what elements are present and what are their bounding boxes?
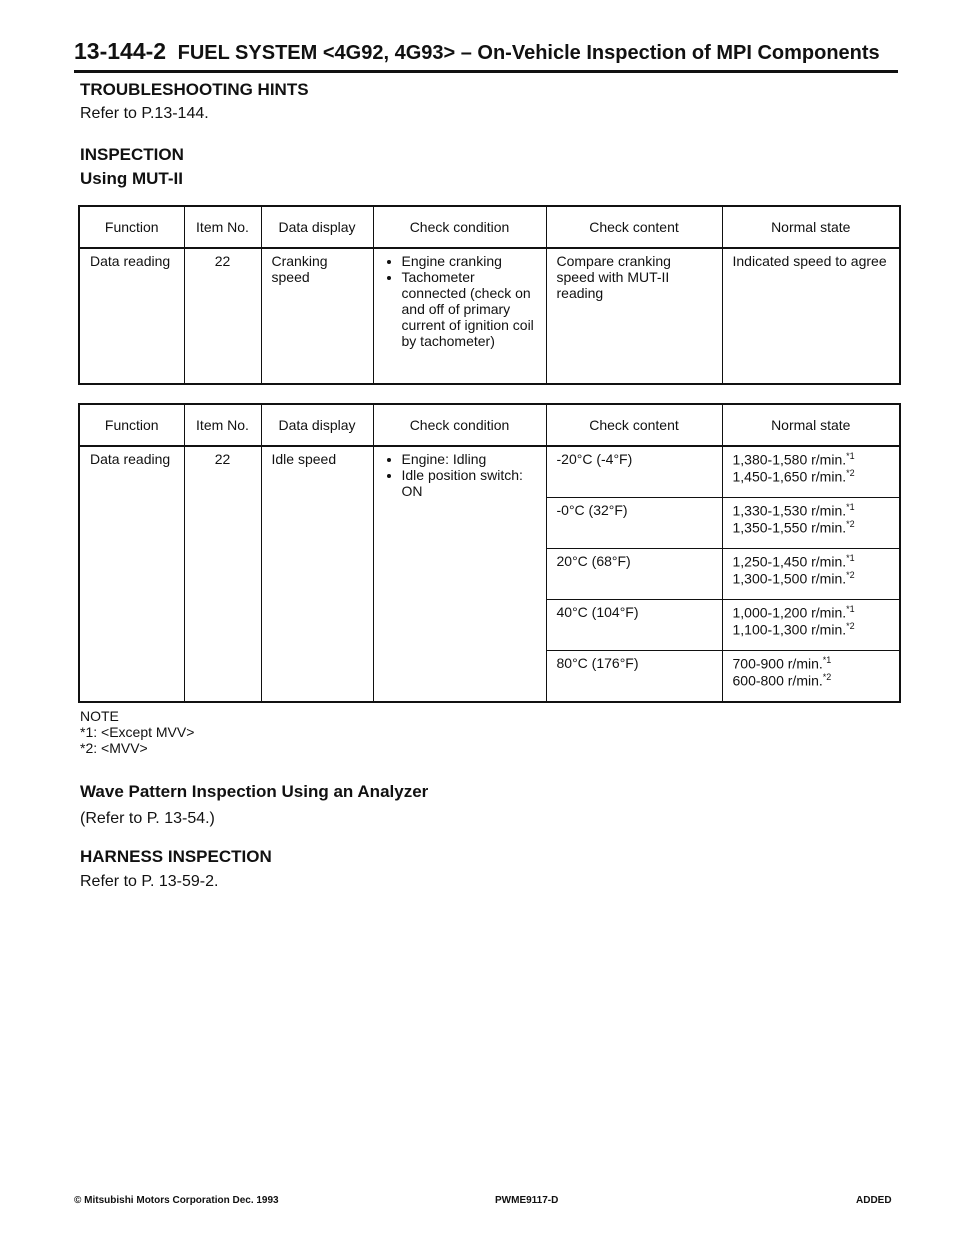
page-header <box>74 38 898 65</box>
header-data-display: Data display <box>261 206 373 248</box>
check-content-cell: Compare cranking speed with MUT-II reading <box>546 248 722 384</box>
normal-state-cell <box>722 650 900 702</box>
function-cell: Data reading <box>79 248 184 384</box>
cranking-speed-table <box>78 205 901 385</box>
note-line: *2: <MVV> <box>80 740 148 756</box>
header-check-content: Check content <box>546 404 722 446</box>
wave-pattern-text: (Refer to P. 13-54.) <box>80 810 215 827</box>
check-content-cell: 80°C (176°F) <box>546 650 722 702</box>
check-content-cell: -0°C (32°F) <box>546 498 722 549</box>
normal-state-cell <box>722 446 900 498</box>
troubleshooting-heading: TROUBLESHOOTING HINTS <box>80 80 309 99</box>
condition-item: • Idle position switch: ON <box>402 467 536 499</box>
check-condition-cell <box>373 248 546 384</box>
header-item-no: Item No. <box>184 404 261 446</box>
inspection-heading: INSPECTION <box>80 145 184 164</box>
normal-value: 600-800 r/min. <box>732 672 823 689</box>
page-number: 13-144-2 <box>74 38 167 64</box>
wave-pattern-heading: Wave Pattern Inspection Using an Analyzer <box>80 782 429 801</box>
normal-value: 1,000-1,200 r/min. <box>732 604 847 621</box>
footer-status: ADDED <box>856 1195 892 1206</box>
condition-item: • Engine cranking <box>402 253 536 269</box>
normal-value: 700-900 r/min. <box>732 655 823 672</box>
header-normal-state: Normal state <box>722 206 900 248</box>
data-display-cell: Idle speed <box>261 446 373 702</box>
header-normal-state: Normal state <box>722 404 900 446</box>
footnote-mark: *2 <box>846 569 855 580</box>
footnote-mark: *1 <box>846 603 855 614</box>
function-cell: Data reading <box>79 446 184 702</box>
table-row <box>79 446 900 498</box>
check-condition-cell <box>373 446 546 702</box>
footnote-mark: *1 <box>822 654 832 665</box>
footnote-mark: *2 <box>846 467 855 478</box>
normal-state-cell <box>722 498 900 549</box>
footnote-mark: *2 <box>846 518 855 529</box>
footnote-mark: *1 <box>846 553 855 563</box>
page-title: FUEL SYSTEM <4G92, 4G93> – On-Vehicle Inspection of MPI Components <box>177 42 880 64</box>
header-check-content: Check content <box>546 206 722 248</box>
normal-value: 1,350-1,550 r/min. <box>732 519 847 536</box>
header-function: Function <box>79 404 184 446</box>
normal-value: 1,330-1,530 r/min. <box>732 502 847 519</box>
note-title: NOTE <box>80 708 119 724</box>
normal-value: 1,100-1,300 r/min. <box>732 621 847 638</box>
condition-item: • Tachometer connected (check on and off of primary current of ignition coil by tachometer) <box>402 269 536 349</box>
normal-value: 1,450-1,650 r/min. <box>732 468 847 485</box>
normal-value: 1,250-1,450 r/min. <box>732 553 847 570</box>
footnote-mark: *2 <box>846 620 855 631</box>
check-content-cell: -20°C (-4°F) <box>546 446 722 498</box>
normal-state-cell: Indicated speed to agree <box>722 248 900 384</box>
idle-speed-table <box>78 403 901 703</box>
footnote-mark: *2 <box>822 671 832 682</box>
note-block <box>80 708 194 756</box>
note-line: *1: <Except MVV> <box>80 724 195 740</box>
header-rule <box>74 70 898 73</box>
header-function: Function <box>79 206 184 248</box>
footnote-mark: *1 <box>846 502 855 513</box>
footnote-mark: *1 <box>846 451 855 461</box>
item-no-cell: 22 <box>184 446 261 702</box>
header-item-no: Item No. <box>184 206 261 248</box>
header-check-condition: Check condition <box>373 206 546 248</box>
check-content-cell: 40°C (104°F) <box>546 599 722 650</box>
harness-text: Refer to P. 13-59-2. <box>80 873 219 890</box>
normal-state-cell <box>722 549 900 600</box>
normal-value: 1,300-1,500 r/min. <box>732 570 847 587</box>
footer-code: PWME9117-D <box>495 1195 559 1206</box>
header-check-condition: Check condition <box>373 404 546 446</box>
header-data-display: Data display <box>261 404 373 446</box>
data-display-cell: Cranking speed <box>261 248 373 384</box>
condition-item: • Engine: Idling <box>402 451 536 467</box>
troubleshooting-text: Refer to P.13-144. <box>80 105 209 122</box>
normal-value: 1,380-1,580 r/min. <box>732 451 847 468</box>
using-mut-heading: Using MUT-II <box>80 169 183 188</box>
normal-state-cell <box>722 599 900 650</box>
footer-copyright: © Mitsubishi Motors Corporation Dec. 1993 <box>74 1195 279 1206</box>
item-no-cell: 22 <box>184 248 261 384</box>
check-content-cell: 20°C (68°F) <box>546 549 722 600</box>
table-row <box>79 248 900 384</box>
harness-heading: HARNESS INSPECTION <box>80 847 272 866</box>
